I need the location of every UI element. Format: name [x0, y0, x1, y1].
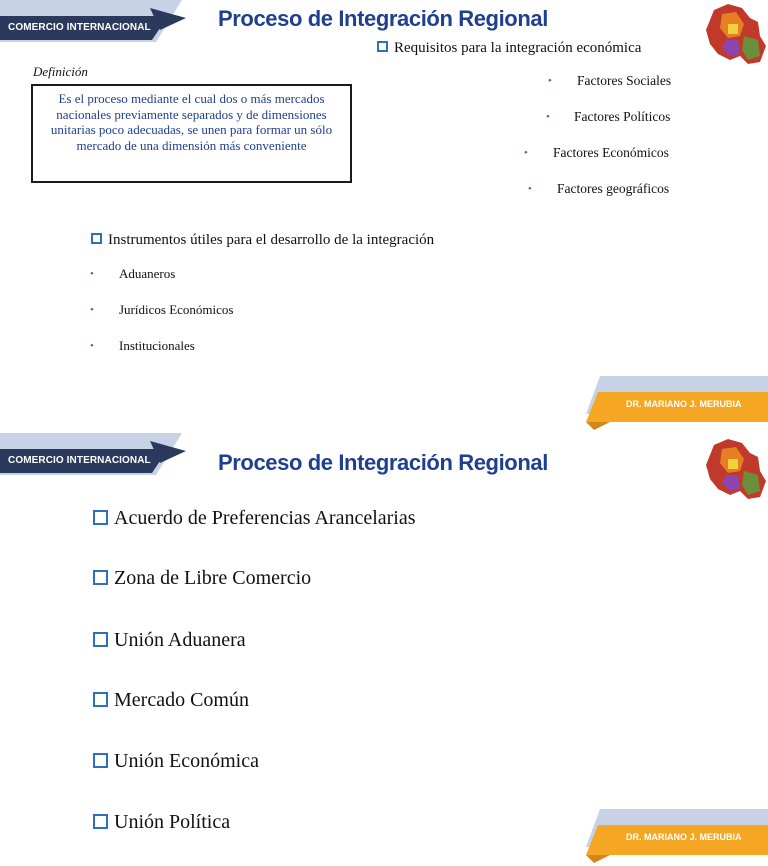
- section-label: COMERCIO INTERNACIONAL: [8, 22, 151, 33]
- stage-item: [93, 689, 249, 712]
- checkbox-square-bullet-icon: [93, 632, 108, 647]
- dot-bullet-icon: •: [90, 340, 94, 352]
- page-title: Proceso de Integración Regional: [218, 6, 548, 31]
- page-title: Proceso de Integración Regional: [218, 450, 548, 475]
- author-label: DR. MARIANO J. MERUBIA: [626, 399, 742, 409]
- stage-item: [93, 629, 246, 652]
- stage-label: Unión Aduanera: [114, 629, 246, 651]
- map-logo-icon: [700, 0, 768, 68]
- checkbox-square-bullet-icon: [93, 510, 108, 525]
- stage-label: Mercado Común: [114, 689, 249, 711]
- definition-label: Definición: [33, 64, 88, 79]
- checkbox-square-bullet-icon: [93, 692, 108, 707]
- stage-label: Unión Económica: [114, 750, 259, 772]
- dot-bullet-icon: •: [90, 268, 94, 280]
- stage-item: [93, 507, 416, 530]
- stage-item: [93, 811, 230, 834]
- dot-bullet-icon: •: [548, 75, 552, 87]
- stage-label: Acuerdo de Preferencias Arancelarias: [114, 507, 416, 529]
- instrument-item: Institucionales: [119, 338, 195, 353]
- requirements-heading-text: Requisitos para la integración económica: [394, 40, 642, 56]
- stage-label: Unión Política: [114, 811, 231, 833]
- instrument-item: Jurídicos Económicos: [119, 302, 234, 317]
- dot-bullet-icon: •: [546, 111, 550, 123]
- slide-2: [0, 433, 768, 866]
- dot-bullet-icon: •: [90, 304, 94, 316]
- map-logo-icon: [700, 435, 768, 503]
- dot-bullet-icon: •: [524, 147, 528, 159]
- requirements-heading: [377, 40, 641, 57]
- instrument-item: Aduaneros: [119, 266, 176, 281]
- requirement-item: Factores Sociales: [577, 73, 672, 88]
- stage-label: Zona de Libre Comercio: [114, 567, 312, 589]
- instruments-heading-text: Instrumentos útiles para el desarrollo de la integración: [108, 232, 435, 248]
- section-label: COMERCIO INTERNACIONAL: [8, 455, 151, 466]
- checkbox-square-bullet-icon: [93, 814, 108, 829]
- author-label: DR. MARIANO J. MERUBIA: [626, 832, 742, 842]
- requirement-item: Factores geográficos: [557, 181, 670, 196]
- checkbox-square-bullet-icon: [93, 753, 108, 768]
- stage-item: [93, 750, 259, 773]
- instruments-heading: [91, 232, 434, 249]
- dot-bullet-icon: •: [528, 183, 532, 195]
- requirement-item: Factores Económicos: [553, 145, 669, 160]
- stage-item: [93, 567, 311, 590]
- requirement-item: Factores Políticos: [574, 109, 671, 124]
- definition-box: Es el proceso mediante el cual dos o más mercados nacionales previamente separados y de dimensiones unitarias poco adecuadas, se unen para formar un sólo mercado de una dimensión más conveniente: [31, 84, 352, 183]
- checkbox-square-bullet-icon: [93, 570, 108, 585]
- checkbox-square-bullet-icon: [377, 41, 388, 52]
- checkbox-square-bullet-icon: [91, 233, 102, 244]
